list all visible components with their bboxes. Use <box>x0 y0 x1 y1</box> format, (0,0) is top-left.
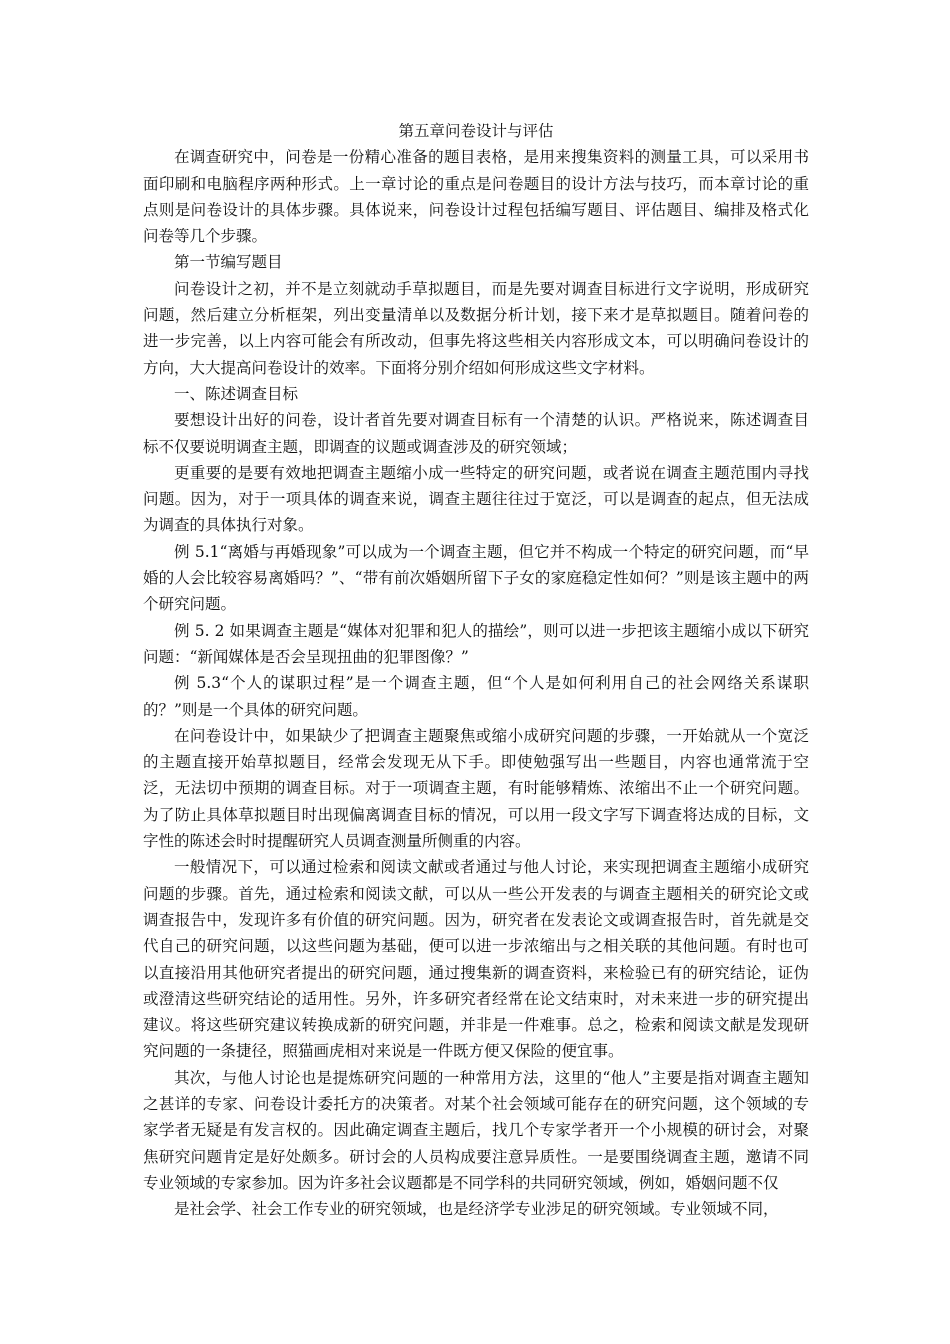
paragraph: 问卷设计之初，并不是立刻就动手草拟题目，而是先要对调查目标进行文字说明，形成研究问题，然后建立分析框架，列出变量清单以及数据分析计划，接下来才是草拟题目。随着问卷的进一步完善，以上内容可能会有所改动，但事先将这些相关内容形成文本，可以明确问卷设计的方向，大大提高问卷设计的效率。下面将分别介绍如何形成这些文字材料。 <box>143 279 809 377</box>
paragraph: 更重要的是要有效地把调查主题缩小成一些特定的研究问题，或者说在调查主题范围内寻找问题。因为，对于一项具体的调查来说，调查主题往往过于宽泛，可以是调查的起点，但无法成为调查的具体执行对象。 <box>143 463 809 535</box>
example-paragraph: 例 5. 2 如果调查主题是“媒体对犯罪和犯人的描绘”，则可以进一步把该主题缩小成以下研究问题：“新闻媒体是否会呈现扭曲的犯罪图像？” <box>143 621 809 666</box>
paragraph: 是社会学、社会工作专业的研究领域，也是经济学专业涉足的研究领域。专业领域不同， <box>174 1200 779 1219</box>
chapter-title: 第五章问卷设计与评估 <box>398 122 554 140</box>
example-paragraph: 例 5.1“离婚与再婚现象”可以成为一个调查主题，但它并不构成一个特定的研究问题，而“早婚的人会比较容易离婚吗？”、“带有前次婚姻所留下子女的家庭稳定性如何？”则是该主题中的两个研究问题。 <box>143 542 809 614</box>
paragraph: 一般情况下，可以通过检索和阅读文献或者通过与他人讨论，来实现把调查主题缩小成研究问题的步骤。首先，通过检索和阅读文献，可以从一些公开发表的与调查主题相关的研究论文或调查报告中，发现许多有价值的研究问题。因为，研究者在发表论文或调查报告时，首先就是交代自己的研究问题，以这些问题为基础，便可以进一步浓缩出与之相关联的其他问题。有时也可以直接沿用其他研究者提出的研究问题，通过搜集新的调查资料，来检验已有的研究结论，证伪或澄清这些研究结论的适用性。另外，许多研究者经常在论文结束时，对未来进一步的研究提出建议。将这些研究建议转换成新的研究问题，并非是一件难事。总之，检索和阅读文献是发现研究问题的一条捷径，照猫画虎相对来说是一件既方便又保险的便宜事。 <box>143 858 809 1061</box>
document-page <box>143 118 809 1222</box>
paragraph-intro: 在调查研究中，问卷是一份精心准备的题目表格，是用来搜集资料的测量工具，可以采用书面印刷和电脑程序两种形式。上一章讨论的重点是问卷题目的设计方法与技巧，而本章讨论的重点则是问卷设计的具体步骤。具体说来，问卷设计过程包括编写题目、评估题目、编排及格式化问卷等几个步骤。 <box>143 148 809 246</box>
paragraph: 要想设计出好的问卷，设计者首先要对调查目标有一个清楚的认识。严格说来，陈述调查目标不仅要说明调查主题，即调查的议题或调查涉及的研究领域； <box>143 411 809 456</box>
section-heading: 第一节编写题目 <box>174 253 283 272</box>
paragraph: 其次，与他人讨论也是提炼研究问题的一种常用方法，这里的“他人”主要是指对调查主题知之甚详的专家、问卷设计委托方的决策者。对某个社会领域可能存在的研究问题，这个领域的专家学者无疑是有发言权的。因此确定调查主题后，找几个专家学者开一个小规模的研讨会，对聚焦研究问题肯定是好处颇多。研讨会的人员构成要注意异质性。一是要围绕调查主题，邀请不同专业领域的专家参加。因为许多社会议题都是不同学科的共同研究领域，例如，婚姻问题不仅 <box>143 1068 809 1192</box>
paragraph: 在问卷设计中，如果缺少了把调查主题聚焦或缩小成研究问题的步骤，一开始就从一个宽泛的主题直接开始草拟题目，经常会发现无从下手。即使勉强写出一些题目，内容也通常流于空泛，无法切中预期的调查目标。对于一项调查主题，有时能够精炼、浓缩出不止一个研究问题。为了防止具体草拟题目时出现偏离调查目标的情况，可以用一段文字写下调查将达成的目标，文字性的陈述会时时提醒研究人员调查测量所侧重的内容。 <box>143 726 809 851</box>
subsection-heading: 一、陈述调查目标 <box>174 384 299 403</box>
example-paragraph: 例 5.3“个人的谋职过程”是一个调查主题，但“个人是如何利用自己的社会网络关系谋职的？”则是一个具体的研究问题。 <box>143 674 809 719</box>
